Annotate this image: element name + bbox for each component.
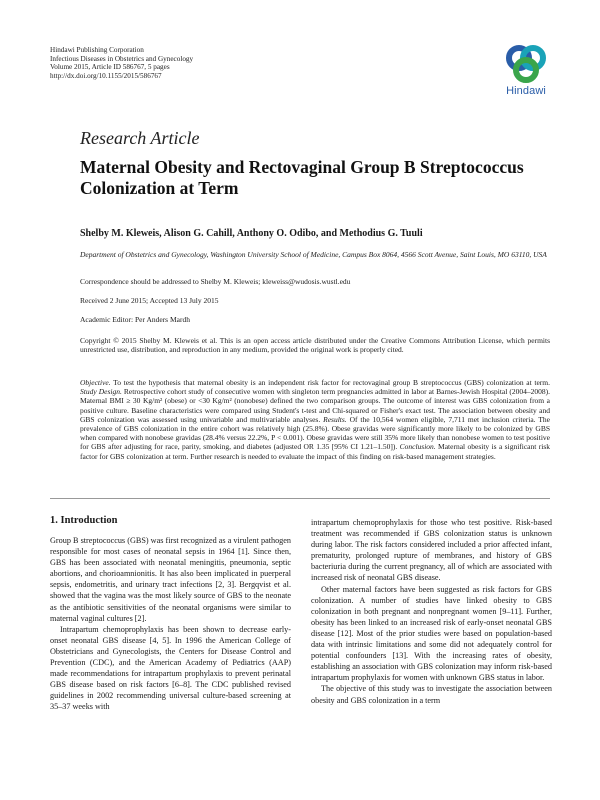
academic-editor: Academic Editor: Per Anders Mardh <box>80 315 190 324</box>
paragraph: Other maternal factors have been suggested as risk factors for GBS colonization. A number of studies have linked obesity to GBS colonization in both pregnant and nonpregnant women [9–11]. Further, obesity has been linked to an increased risk of early-onset neonatal GBS disease [12]. Most of the prior studies were based on population-based data with intrinsic limitations and some did not adequately control for potential confounders [13]. With the increasing rates of obesity, establishing an association with GBS colonization may inform risk-based intrapartum prophylaxis for women with unknown GBS status in labor. <box>311 584 552 683</box>
abstract-conclusion: Maternal obesity is a significant risk factor for GBS colonization at term. Further research is needed to evaluate the impact of this finding on risk-based management strategies. <box>80 442 550 461</box>
paragraph: Group B streptococcus (GBS) was first recognized as a virulent pathogen responsible for most cases of neonatal sepsis in 1964 [1]. Since then, GBS has been associated with neonatal meningitis, pneumonia, septic abortions, and chorioamnionitis. It has also been implicated in puerperal sepsis, endometritis, and urinary tract infections [2, 3]. Bergqvist et al. showed that the vagina was the most likely source of GBS to the neonate as the antibiotic sensitivities of the neonatal organisms were similar to maternal vaginal cultures [2]. <box>50 536 291 623</box>
abstract <box>80 378 550 461</box>
abstract-design-label: Study Design. <box>80 387 122 397</box>
hindawi-logo-icon <box>505 44 547 84</box>
abstract-objective: To test the hypothesis that maternal obesity is an independent risk factor for rectovaginal group B streptococcus (GBS) colonization at term. <box>110 378 550 387</box>
paragraph: intrapartum chemoprophylaxis for those who test positive. Risk-based treatment was recommended if GBS colonization status is unknown during labor. The risk factors considered included a prior affected infant, prematurity, prolonged rupture of membranes, and history of GBS bacteriuria during the current pregnancy, all of which are associated with increased risk of neonatal GBS disease. <box>311 518 552 583</box>
author-list: Shelby M. Kleweis, Alison G. Cahill, Anthony O. Odibo, and Methodius G. Tuuli <box>80 228 423 239</box>
correspondence-note: Correspondence should be addressed to Shelby M. Kleweis; kleweiss@wudosis.wustl.edu <box>80 277 351 286</box>
abstract-conclusion-label: Conclusion. <box>397 442 436 452</box>
received-dates: Received 2 June 2015; Accepted 13 July 2015 <box>80 296 219 305</box>
journal-info <box>50 46 193 80</box>
paragraph: Intrapartum chemoprophylaxis has been shown to decrease early-onset neonatal GBS disease [4, 5]. In 1996 the American College of Obstetricians and Gynecologists, the Centers for Disease Control and Prevention (CDC), and the American Academy of Pediatrics (AAP) made recommendations for intrapartum prophylaxis to prevent perinatal GBS disease based on risk factors [6–8]. The CDC published revised guidelines in 2002 recommending universal culture-based screening at 35–37 weeks with <box>50 624 291 712</box>
introduction-left-column <box>50 535 291 713</box>
abstract-objective-label: Objective. <box>80 378 111 387</box>
journal-volume: Volume 2015, Article ID 586767, 5 pages <box>50 63 170 72</box>
abstract-results: Of the 10,564 women eligible, 7,711 met inclusion criteria. The prevalence of GBS colonization in the entire cohort was relatively high (25.8%). Obese gravidas were significantly more likely to be colonized by GBS when compared with nonobese gravidas (28.4% versus 22.2%, P < 0.001). Obese gravidas were still 35% more likely than nonobese women to test positive for GBS after adjusting for race, parity, smoking, and diabetes (adjusted OR 1.35 [95% CI 1.21–1.50]). <box>80 414 551 452</box>
author-affiliation: Department of Obstetrics and Gynecology, Washington University School of Medicine, Campus Box 8064, 4566 Scott Avenue, Saint Louis, MO 63110, USA <box>80 250 547 259</box>
hindawi-logo <box>496 44 556 106</box>
abstract-design: Retrospective cohort study of consecutive women with singleton term pregnancies admitted in labor at Barnes-Jewish Hospital (2004–2008). Maternal BMI ≥ 30 Kg/m² (obese) or <30 Kg/m² (nonobese) defined the two comparison groups. The outcome of interest was GBS colonization from a positive culture. Baseline characteristics were compared using Student's t-test and Chi-squared or Fisher's exact test. The association between obesity and GBS colonization was assessed using univariable and multivariable analyses. <box>80 387 550 424</box>
introduction-right-column <box>311 517 552 706</box>
introduction-heading: 1. Introduction <box>50 515 118 526</box>
article-type: Research Article <box>80 128 200 148</box>
article-title: Maternal Obesity and Rectovaginal Group B Streptococcus Colonization at Term <box>80 157 524 198</box>
abstract-results-label: Results. <box>320 414 347 424</box>
section-divider <box>50 498 550 499</box>
publisher-name: Hindawi Publishing Corporation <box>50 46 144 54</box>
copyright-notice: Copyright © 2015 Shelby M. Kleweis et al. This is an open access article distributed under the Creative Commons Attribution License, which permits unrestricted use, distribution, and reproduction in any medium, provided the original work is properly cited. <box>80 336 550 355</box>
hindawi-logo-text: Hindawi <box>506 85 546 97</box>
journal-doi[interactable]: http://dx.doi.org/10.1155/2015/586767 <box>50 71 162 80</box>
paragraph: The objective of this study was to investigate the association between obesity and GBS colonization in a term <box>311 684 552 705</box>
journal-name: Infectious Diseases in Obstetrics and Gynecology <box>50 54 194 63</box>
